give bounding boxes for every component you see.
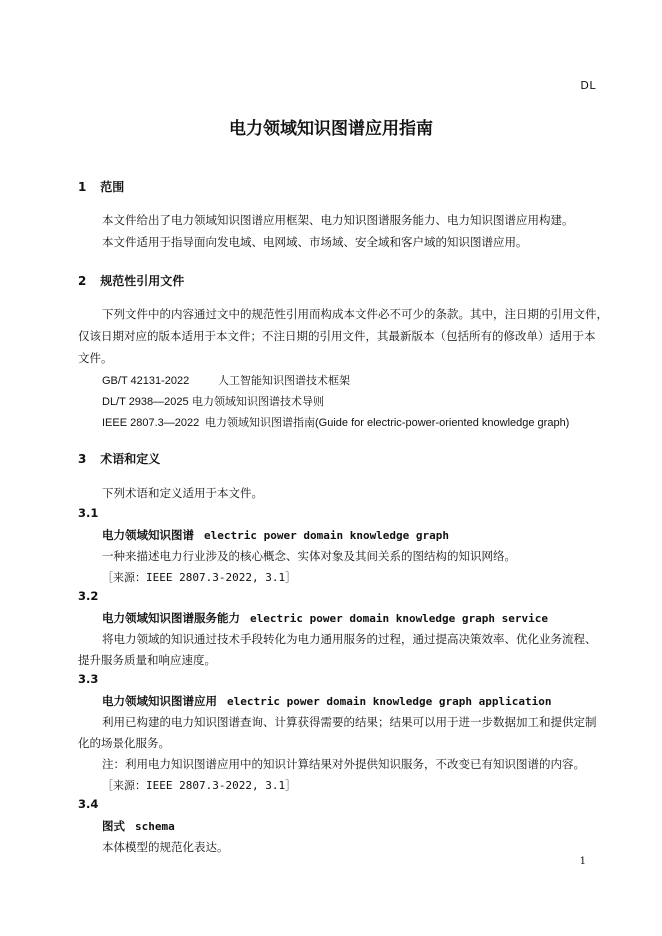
term-number: 3.4: [78, 797, 99, 811]
section-1-heading: [78, 178, 124, 195]
section-title: 范围: [100, 180, 125, 194]
section-1-paragraph-1: 本文件给出了电力领域知识图谱应用框架、电力知识图谱服务能力、电力知识图谱应用构建。: [102, 213, 574, 227]
section-2-paragraph-line-2: 仅该日期对应的版本适用于本文件；不注日期的引用文件，其最新版本（包括所有的修改单）适用于本: [78, 329, 596, 343]
reference-title: 人工智能知识图谱技术框架: [218, 374, 350, 387]
term-source: ［来源：IEEE 2807.3-2022, 3.1］: [102, 779, 297, 792]
term-heading: [102, 610, 548, 626]
term-number: 3.2: [78, 589, 99, 603]
term-english: electric power domain knowledge graph: [204, 529, 450, 542]
section-2-paragraph-line-3: 文件。: [78, 351, 113, 365]
term-english: schema: [135, 820, 175, 833]
reference-item: [102, 372, 350, 388]
term-note: 注：利用电力知识图谱应用中的知识计算结果对外提供知识服务，不改变已有知识图谱的内容。: [102, 757, 585, 771]
term-number: 3.3: [78, 672, 99, 686]
term-definition-line-2: 提升服务质量和响应速度。: [78, 653, 216, 667]
document-title: 电力领域知识图谱应用指南: [229, 119, 433, 139]
page-number: 1: [579, 856, 586, 867]
term-heading: [102, 693, 552, 709]
section-2-paragraph-line-1: 下列文件中的内容通过文中的规范性引用而构成本文件必不可少的条款。其中，注日期的引用文件，: [102, 307, 608, 321]
term-chinese: 电力领域知识图谱: [102, 528, 194, 542]
term-definition: 本体模型的规范化表达。: [102, 840, 229, 854]
term-heading: [102, 818, 175, 834]
term-number: 3.1: [78, 506, 99, 520]
term-source: ［来源：IEEE 2807.3-2022, 3.1］: [102, 571, 297, 584]
section-1-paragraph-2: 本文件适用于指导面向发电域、电网域、市场域、安全域和客户域的知识图谱应用。: [102, 235, 528, 249]
term-heading: [102, 527, 449, 543]
doc-code-header: DL: [580, 79, 596, 92]
term-definition-line-1: 利用已构建的电力知识图谱查询、计算获得需要的结果；结果可以用于进一步数据加工和提供定制: [102, 715, 597, 729]
term-english: electric power domain knowledge graph service: [250, 612, 549, 625]
reference-item: [102, 393, 324, 409]
section-number: 3: [78, 452, 87, 466]
reference-title: 电力领域知识图谱技术导则: [192, 395, 324, 408]
term-chinese: 电力领域知识图谱服务能力: [102, 611, 240, 625]
term-definition-line-2: 化的场景化服务。: [78, 736, 170, 750]
reference-title: 电力领域知识图谱指南(Guide for electric-power-oriented knowledge graph): [205, 417, 570, 429]
section-number: 2: [78, 274, 87, 288]
term-english: electric power domain knowledge graph application: [227, 695, 552, 708]
section-title: 术语和定义: [100, 452, 161, 466]
reference-item: [102, 414, 569, 430]
reference-code: GB/T 42131-2022: [102, 375, 190, 387]
section-number: 1: [78, 180, 87, 194]
section-3-heading: [78, 450, 160, 467]
reference-code: DL/T 2938—2025: [102, 396, 189, 408]
section-3-intro: 下列术语和定义适用于本文件。: [102, 486, 263, 500]
term-definition: 一种来描述电力行业涉及的核心概念、实体对象及其间关系的图结构的知识网络。: [102, 549, 516, 563]
term-chinese: 图式: [102, 819, 125, 833]
term-chinese: 电力领域知识图谱应用: [102, 694, 217, 708]
section-2-heading: [78, 272, 184, 289]
section-title: 规范性引用文件: [100, 274, 185, 288]
term-definition-line-1: 将电力领域的知识通过技术手段转化为电力通用服务的过程，通过提高决策效率、优化业务流程、: [102, 632, 597, 646]
reference-code: IEEE 2807.3—2022: [102, 417, 200, 429]
